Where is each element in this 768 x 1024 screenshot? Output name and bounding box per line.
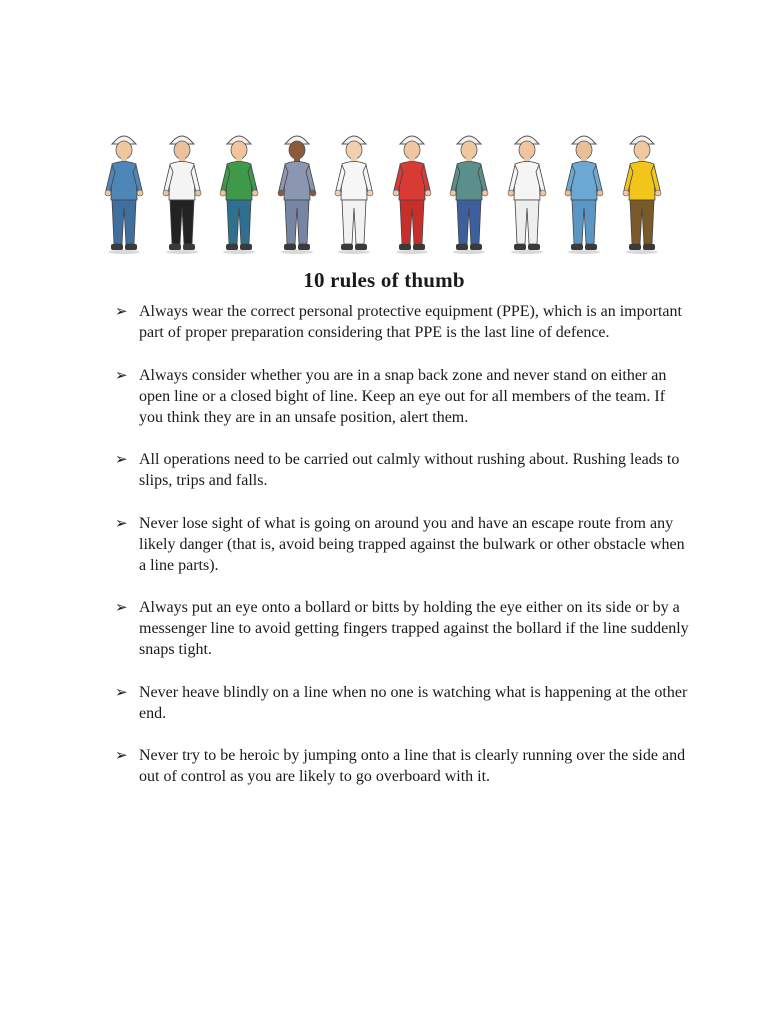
- rule-item: [115, 365, 690, 428]
- rules-list: [115, 301, 690, 809]
- worker-yellow-shirt-brown-trousers-icon: [618, 128, 666, 256]
- rule-item: [115, 597, 690, 660]
- arrow-bullet-icon: ➢: [115, 682, 128, 701]
- rule-text: Always wear the correct personal protective equipment (PPE), which is an important part of proper preparation considering that PPE is the last line of defence.: [139, 303, 682, 341]
- arrow-bullet-icon: ➢: [115, 302, 128, 320]
- worker-grey-coverall-icon: [273, 128, 321, 256]
- rule-text: Never lose sight of what is going on around you and have an escape route from any likely danger (that is, avoid being trapped against the bulwark or other obstacle when a line parts).: [139, 514, 685, 574]
- rule-text: All operations need to be carried out calmly without rushing about. Rushing leads to slips, trips and falls.: [139, 451, 680, 489]
- rule-item: [115, 745, 690, 787]
- rule-text: Never heave blindly on a line when no one is watching what is happening at the other end.: [139, 683, 688, 722]
- rule-item: [115, 682, 690, 724]
- rule-text: Never try to be heroic by jumping onto a line that is clearly running over the side and out of control as you are likely to go overboard with it.: [139, 747, 686, 785]
- rule-item: [115, 513, 690, 576]
- worker-light-blue-coverall-icon: [560, 128, 608, 256]
- worker-white-shirt-black-trousers-icon: [158, 128, 206, 256]
- page-title: 10 rules of thumb: [303, 268, 465, 292]
- arrow-bullet-icon: ➢: [115, 450, 128, 468]
- worker-green-sweater-icon: [215, 128, 263, 256]
- arrow-bullet-icon: ➢: [115, 598, 128, 616]
- rule-item: [115, 449, 690, 491]
- rule-text: Always consider whether you are in a snap back zone and never stand on either an open line or a closed bight of line. Keep an eye out for all members of the team. If you think they are in an unsafe position, alert them.: [139, 366, 667, 426]
- arrow-bullet-icon: ➢: [115, 513, 128, 532]
- worker-blue-coverall-icon: [100, 128, 148, 256]
- arrow-bullet-icon: ➢: [115, 746, 128, 764]
- workers-in-hard-hats-illustration: [100, 128, 676, 256]
- rule-item: [115, 301, 690, 343]
- worker-white-uniform-officer-icon: [330, 128, 378, 256]
- worker-teal-sweater-jeans-icon: [445, 128, 493, 256]
- worker-red-coverall-icon: [388, 128, 436, 256]
- worker-white-overalls-icon: [503, 128, 551, 256]
- rule-text: Always put an eye onto a bollard or bitts by holding the eye either on its side or by a messenger line to avoid getting fingers trapped against the bollard if the line suddenly snaps tight.: [139, 599, 689, 658]
- arrow-bullet-icon: ➢: [115, 365, 128, 384]
